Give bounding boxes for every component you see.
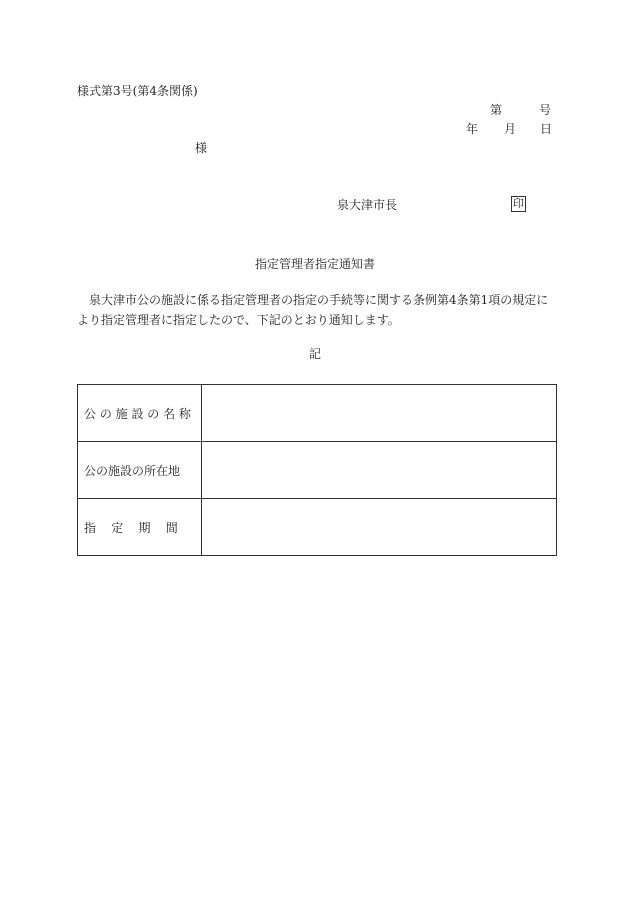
facility-table: [77, 384, 557, 556]
number-suffix: 号: [539, 103, 552, 117]
designation-period-label: 指 定 期 間: [78, 499, 202, 556]
body-paragraph: 泉大津市公の施設に係る指定管理者の指定の手続等に関する条例第4条第1項の規定により指定管理者に指定したので、下記のとおり通知します。: [77, 293, 549, 327]
facility-name-value: [202, 385, 557, 442]
ki-heading: 記: [308, 347, 321, 361]
table-row: [78, 499, 557, 556]
designation-period-value: [202, 499, 557, 556]
number-prefix: 第: [490, 103, 503, 117]
form-label: 様式第3号(第4条関係): [77, 84, 198, 98]
seal-mark: 印: [513, 197, 524, 210]
issuer: 泉大津市長: [337, 198, 398, 212]
facility-name-label: 公 の 施 設 の 名 称: [78, 385, 202, 442]
facility-location-value: [202, 442, 557, 499]
table-row: [78, 442, 557, 499]
document-title: 指定管理者指定通知書: [254, 257, 375, 271]
date-day: 日: [540, 122, 553, 136]
facility-location-label: 公の施設の所在地: [78, 442, 202, 499]
addressee-suffix: 様: [195, 141, 208, 155]
table-row: [78, 385, 557, 442]
date-year: 年: [466, 122, 479, 136]
date-month: 月: [504, 122, 517, 136]
